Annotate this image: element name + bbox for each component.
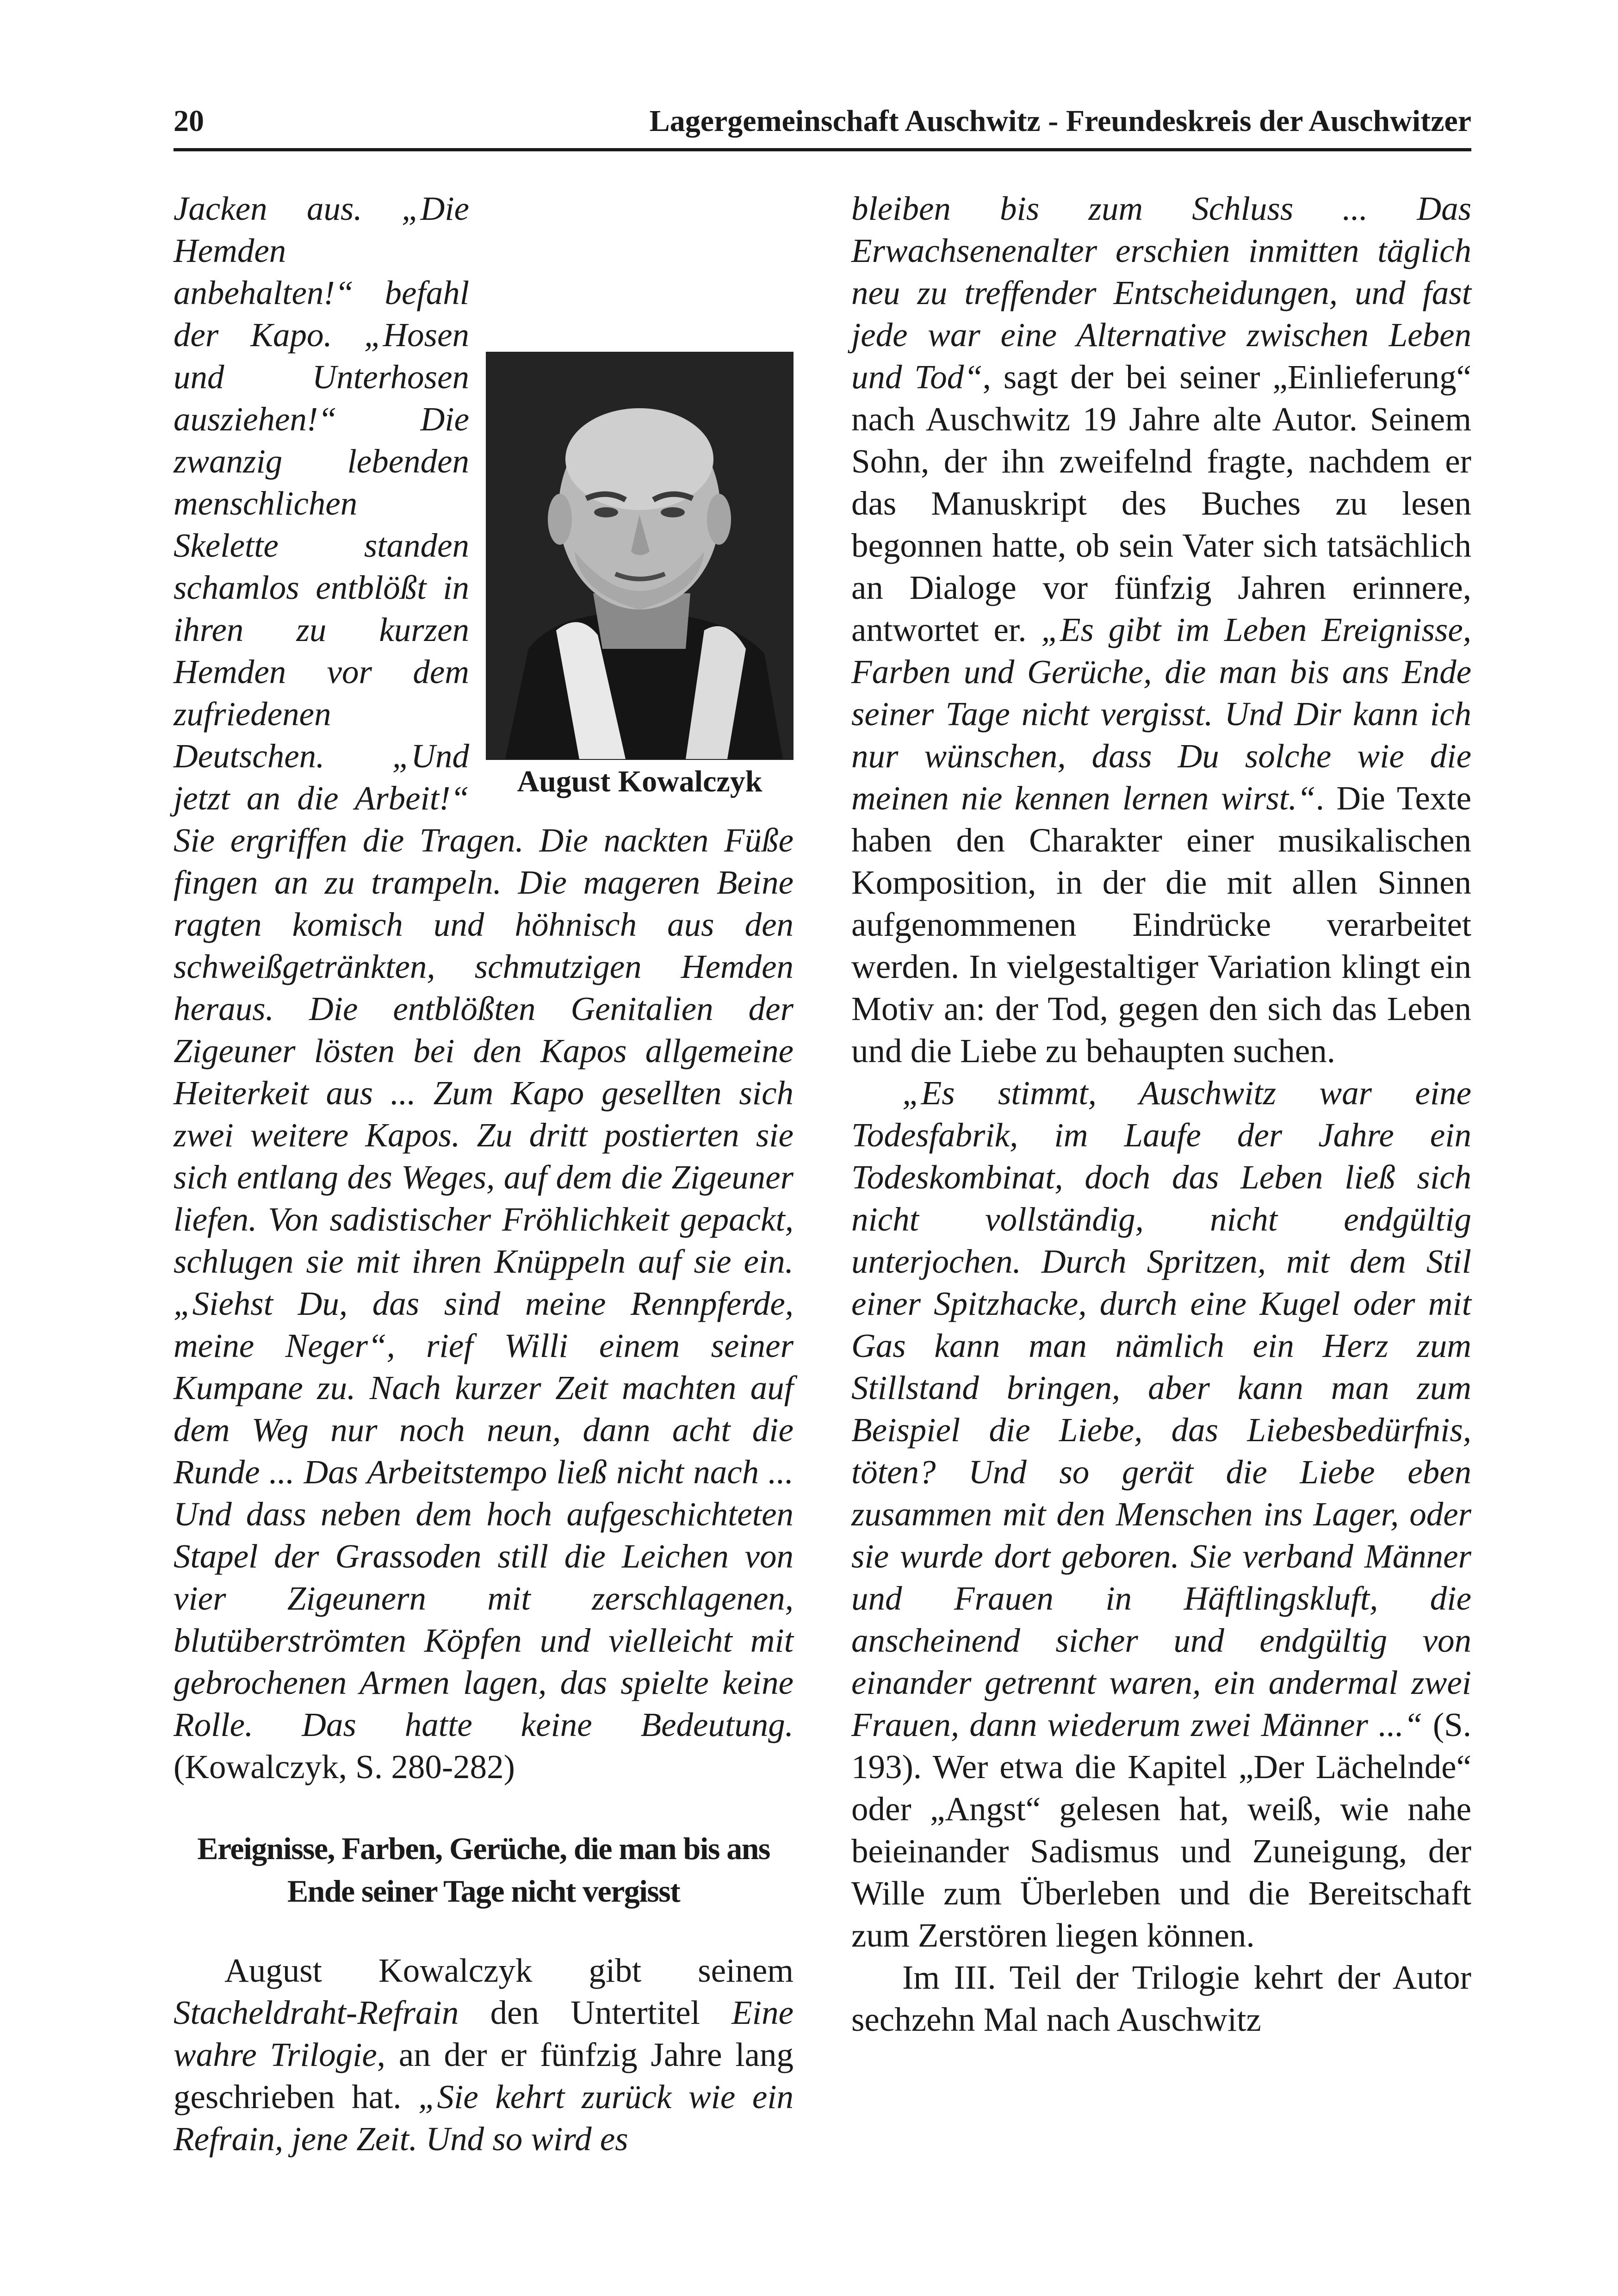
p1-italic-1: bleiben bis zum Schluss ... Das Erwachsenenalter erschien inmitten täglich neu zu treffender Entscheidungen, und fast jede war eine Alternative zwischen Leben und Tod“ — [851, 190, 1471, 396]
p1-italic-2: „Es gibt im Leben Ereignisse, Farben und Gerüche, die man bis ans Ende seiner Tage nicht vergisst. Und Dir kann ich nur wünschen, dass Du solche wie die meinen nie kennen lernen wirst.“ — [851, 611, 1471, 817]
portrait-photo-icon — [486, 352, 794, 760]
right-paragraph-1 — [851, 187, 1471, 1072]
intro-text-2: den Untertitel — [459, 1994, 732, 2031]
author-photo-figure — [486, 352, 794, 802]
p1-text-2: . Die Texte haben den Charakter einer musikalischen Komposition, in der die mit allen Sinnen aufgenommenen Eindrücke verarbeitet werden. In vielgestaltiger Variation klingt ein Motiv an: der Tod, gegen den sich das Leben und die Liebe zu behaupten suchen. — [851, 779, 1471, 1070]
intro-title-2: Eine wahre Trilogie — [174, 1994, 794, 2073]
page-header — [174, 103, 1471, 149]
section-heading: Ereignisse, Farben, Gerüche, die man bis ans Ende seiner Tage nicht vergisst — [197, 1831, 770, 1909]
intro-text-3: , an der er fünfzig Jahre lang geschrieben hat. — [174, 2036, 794, 2116]
right-column — [851, 187, 1471, 2041]
left-column — [174, 187, 794, 2160]
intro-paragraph — [174, 1949, 794, 2160]
right-paragraph-3: Im III. Teil der Trilogie kehrt der Autor sechzehn Mal nach Auschwitz — [851, 1959, 1471, 2038]
p2-italic: „Es stimmt, Auschwitz war eine Todesfabrik, im Laufe der Jahre ein Todeskombinat, doch das Leben ließ sich nicht vollständig, nicht endgültig unterjochen. Durch Spritzen, mit dem Stil einer Spitzhacke, durch eine Kugel oder mit Gas kann man nämlich ein Herz zum Stillstand bringen, aber kann man zum Beispiel die Liebe, das Liebesbedürfnis, töten? Und so gerät die Liebe eben zusammen mit den Menschen ins Lager, oder sie wurde dort geboren. Sie verband Männer und Frauen in Häftlingskluft, die anscheinend sicher und endgültig von einander getrennt waren, ein andermal zwei Frauen, dann wiederum zwei Männer ...“ — [851, 1074, 1471, 1743]
quote-citation: (Kowalczyk, S. 280-282) — [174, 1748, 515, 1786]
intro-quote: „Sie kehrt zurück wie ein Refrain, jene Zeit. Und so wird es — [174, 2078, 794, 2158]
quote-text: Jacken aus. „Die Hemden anbehalten!“ befahl der Kapo. „Hosen und Unterhosen ausziehen!“ Die zwanzig lebenden menschlichen Skelette standen schamlos entblößt in ihren zu kurzen Hemden vor dem zufriedenen Deutschen. „Und jetzt an die Arbeit!“ Sie ergriffen die Tragen. Die nackten Füße fingen an zu trampeln. Die mageren Beine ragten komisch und höhnisch aus den schweißgetränkten, schmutzigen Hemden heraus. Die entblößten Genitalien der Zigeuner lösten bei den Kapos allgemeine Heiterkeit aus ... Zum Kapo gesellten sich zwei weitere Kapos. Zu dritt postierten sie sich entlang des Weges, auf dem die Zigeuner liefen. Von sadistischer Fröhlichkeit gepackt, schlugen sie mit ihren Knüppeln auf sie ein. „Siehst Du, das sind meine Rennpferde, meine Neger“, rief Willi einem seiner Kumpane zu. Nach kurzer Zeit machten auf dem Weg nur noch neun, dann acht die Runde ... Das Arbeitstempo ließ nicht nach ... Und dass neben dem hoch aufgeschichteten Stapel der Grassoden still die Leichen von vier Zigeunern mit zerschlagenen, blutüberströmten Köpfen und vielleicht mit gebrochenen Armen lagen, das spielte keine Rolle. Das hatte keine Bedeutung. — [174, 190, 794, 1743]
p1-text-1: , sagt der bei seiner „Einlieferung“ nach Auschwitz 19 Jahre alte Autor. Seinem Sohn, der ihn zweifelnd fragte, nachdem er das Manuskript des Buches zu lesen begonnen hatte, ob sein Vater sich tatsächlich an Dialoge vor fünfzig Jahren erinnere, antwortet er. — [851, 358, 1471, 648]
right-paragraph-2 — [851, 1072, 1471, 1956]
page-number: 20 — [174, 104, 204, 138]
header-rule — [174, 148, 1471, 151]
intro-text-1: August Kowalczyk gibt seinem — [224, 1952, 794, 1989]
intro-title-1: Stacheldraht-Refrain — [174, 1994, 459, 2031]
running-title: Lagergemeinschaft Auschwitz - Freundeskreis der Auschwitzer — [649, 104, 1471, 138]
photo-caption: August Kowalczyk — [517, 765, 763, 798]
p2-text: (S. 193). Wer etwa die Kapitel „Der Lächelnde“ oder „Angst“ gelesen hat, weiß, wie nahe beieinander Sadismus und Zuneigung, der Wille zum Überleben und die Bereitschaft zum Zerstören liegen können. — [851, 1706, 1471, 1954]
